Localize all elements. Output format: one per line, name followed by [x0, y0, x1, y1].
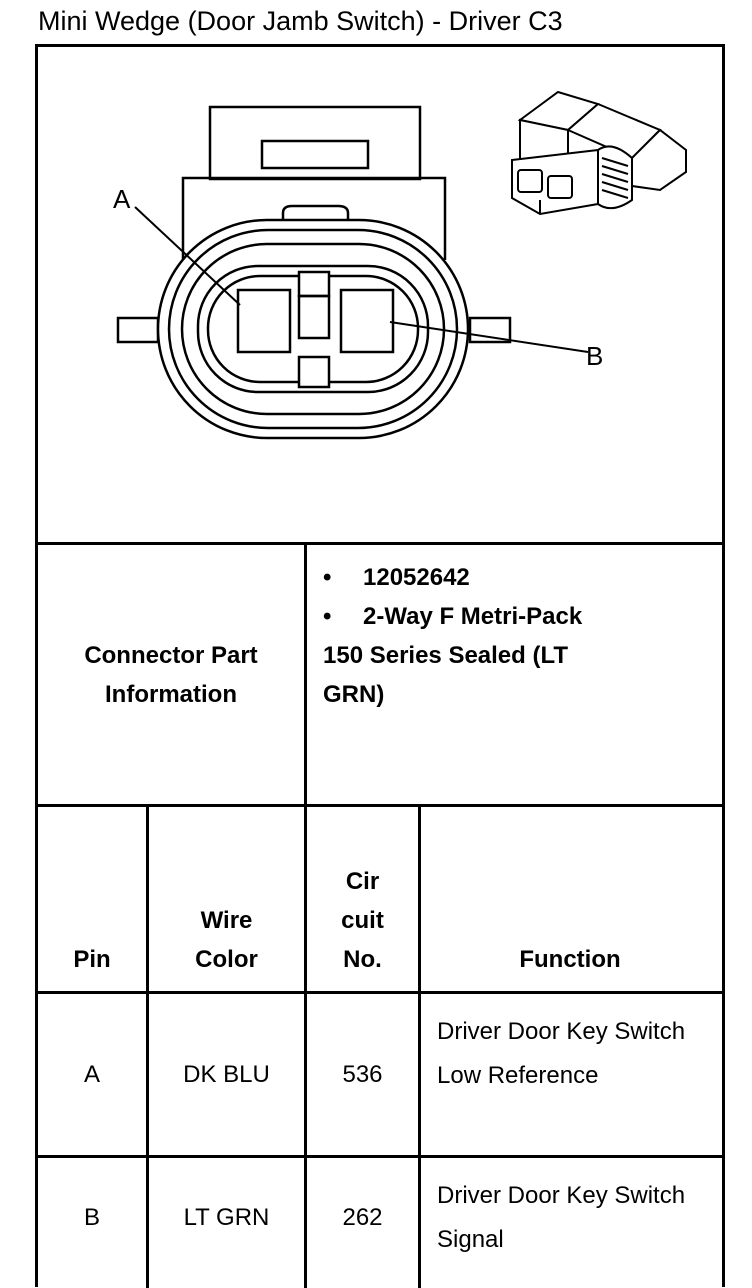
description-item: • 2-Way F Metri-Pack — [323, 597, 643, 636]
row-wire-color: LT GRN — [183, 1203, 270, 1231]
connector-diagram — [38, 47, 719, 542]
row-function: Driver Door Key Switch Signal — [437, 1182, 686, 1253]
pin-b-label: B — [586, 341, 604, 371]
row-circuit: 262 — [342, 1203, 383, 1231]
connector-description-rest: 150 Series Sealed (LT GRN) — [323, 642, 569, 708]
header-pin: Pin — [73, 946, 111, 973]
page-title: Mini Wedge (Door Jamb Switch) - Driver C3 — [38, 6, 563, 36]
connector-info-label-cell — [38, 545, 304, 804]
header-circuit-line2: cuit — [341, 907, 384, 934]
row-pin: B — [83, 1203, 100, 1231]
header-circuit-cell — [307, 807, 418, 979]
row-function: Driver Door Key Switch Low Reference — [437, 1018, 686, 1089]
header-wire-color-cell — [149, 807, 304, 979]
part-number-item: • 12052642 — [323, 558, 643, 597]
header-circuit-line3: No. — [343, 946, 382, 973]
header-circuit-line1: Cir — [345, 868, 380, 895]
row-wire-color: DK BLU — [183, 1061, 270, 1088]
connector-face-drawing — [38, 47, 719, 542]
row-circuit: 536 — [342, 1061, 383, 1088]
pin-a-label: A — [113, 184, 131, 214]
part-number: 12052642 — [363, 564, 470, 591]
header-wire-color: Wire Color — [195, 907, 258, 973]
pin-a-cavity — [238, 290, 290, 352]
grid-line — [304, 542, 307, 807]
connector-description-line1: 2-Way F Metri-Pack — [363, 603, 583, 630]
connector-3d-icon — [512, 92, 686, 214]
connector-info-label: Connector Part Information — [84, 641, 258, 708]
row-pin: A — [83, 1061, 100, 1088]
pin-b-cavity — [341, 290, 393, 352]
header-function: Function — [519, 946, 621, 973]
connector-info-value-cell — [323, 558, 643, 714]
